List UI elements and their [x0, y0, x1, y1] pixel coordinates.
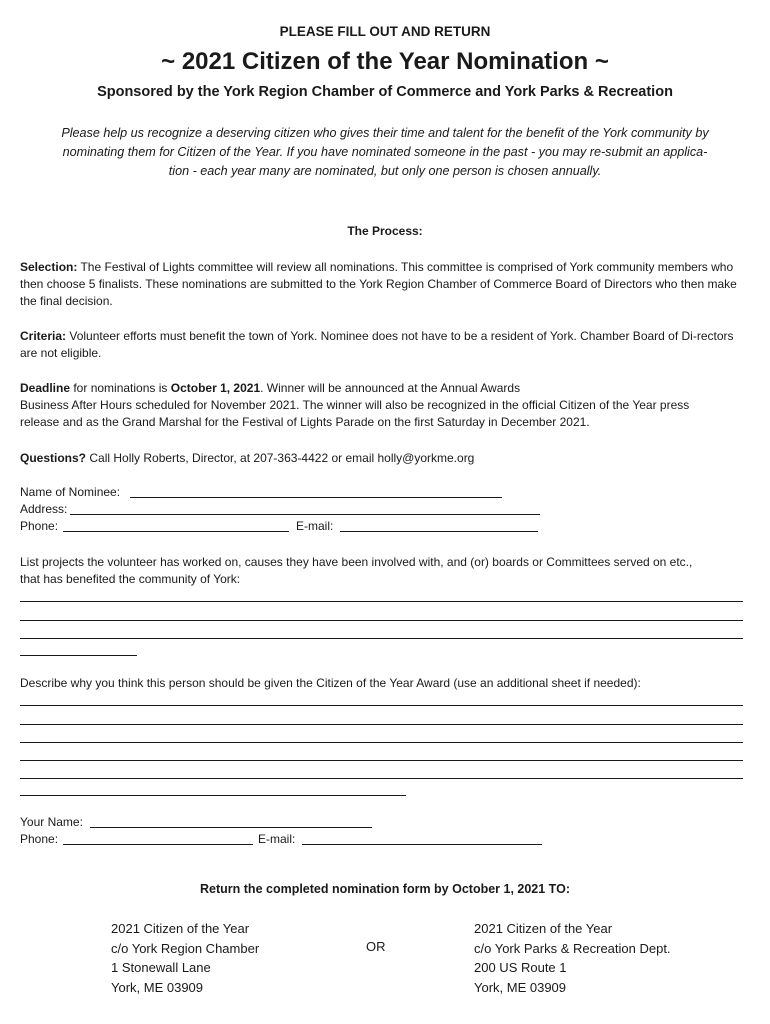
intro-line: nominating them for Citizen of the Year. If you have nominated someone in the past - you may re-submit an applica-: [62, 145, 708, 159]
intro-line: tion - each year many are nominated, but only one person is chosen annually.: [168, 164, 602, 178]
questions-text: Call Holly Roberts, Director, at 207-363-4422 or email holly@yorkme.org: [86, 451, 475, 465]
deadline-rest: . Winner will be announced at the Annual Awards: [260, 381, 521, 395]
deadline-line: Business After Hours scheduled for November 2021. The winner will also be recognized in the official Citizen of the Year press: [20, 398, 690, 412]
selection-paragraph: [20, 259, 748, 310]
return-title: Return the completed nomination form by October 1, 2021 TO:: [200, 882, 570, 896]
address-line: c/o York Region Chamber: [111, 940, 260, 956]
describe-answer-line[interactable]: [20, 760, 743, 761]
describe-answer-line[interactable]: [20, 724, 743, 725]
your-email-label: E-mail:: [258, 832, 296, 846]
deadline-label: Deadline: [20, 381, 71, 395]
nominee-name-label: Name of Nominee:: [20, 485, 121, 499]
nominee-name-field[interactable]: [130, 497, 502, 498]
intro-line: Please help us recognize a deserving citizen who gives their time and talent for the benefit of the York community by: [61, 126, 709, 140]
describe-prompt: Describe why you think this person should be given the Citizen of the Year Award (use an additional sheet if needed):: [20, 676, 641, 690]
your-name-label: Your Name:: [20, 815, 83, 829]
address-line: York, ME 03909: [111, 979, 204, 995]
address-line: c/o York Parks & Recreation Dept.: [474, 940, 671, 956]
nominee-phone-field[interactable]: [63, 531, 289, 532]
projects-answer-line[interactable]: [20, 601, 743, 602]
deadline-mid: for nominations is: [70, 381, 171, 395]
address-line: York, ME 03909: [474, 979, 567, 995]
page-title: ~ 2021 Citizen of the Year Nomination ~: [161, 48, 609, 75]
deadline-paragraph: [20, 380, 748, 431]
address-label: Address:: [20, 502, 68, 516]
describe-answer-line[interactable]: [20, 742, 743, 743]
criteria-text: Volunteer efforts must benefit the town of York. Nominee does not have to be a resident of York. Chamber Board of Di-rectors are not eligible.: [20, 329, 734, 360]
nominee-phone-label: Phone:: [20, 519, 59, 533]
nominee-email-label: E-mail:: [296, 519, 334, 533]
fill-out-instruction: PLEASE FILL OUT AND RETURN: [279, 24, 491, 39]
your-phone-field[interactable]: [63, 844, 253, 845]
criteria-paragraph: [20, 328, 748, 362]
process-heading: The Process:: [347, 224, 423, 238]
return-address-parks: [474, 919, 671, 997]
projects-answer-line[interactable]: [20, 638, 743, 639]
address-line: 2021 Citizen of the Year: [474, 921, 613, 936]
address-line: 200 US Route 1: [474, 960, 567, 975]
questions-paragraph: [20, 450, 748, 467]
nominee-email-field[interactable]: [340, 531, 538, 532]
projects-answer-line[interactable]: [20, 655, 137, 656]
questions-label: Questions?: [20, 451, 87, 465]
your-name-field[interactable]: [90, 827, 372, 828]
selection-label: Selection:: [20, 260, 78, 274]
selection-text: The Festival of Lights committee will review all nominations. This committee is comprised of York community members who then choose 5 finalists. These nominations are submitted to the York Region Chamber of Commerce Board of Directors who then make the final decision.: [20, 260, 737, 308]
describe-answer-line[interactable]: [20, 778, 743, 779]
return-address-chamber: [111, 919, 259, 997]
address-field[interactable]: [70, 514, 540, 515]
describe-answer-line[interactable]: [20, 795, 406, 796]
projects-prompt: List projects the volunteer has worked on, causes they have been involved with, and (or) boards or Committees served on etc.,: [20, 555, 693, 569]
address-line: 2021 Citizen of the Year: [111, 921, 250, 936]
address-line: 1 Stonewall Lane: [111, 960, 211, 975]
projects-prompt: that has benefited the community of York:: [20, 572, 241, 586]
your-phone-label: Phone:: [20, 832, 59, 846]
describe-answer-line[interactable]: [20, 705, 743, 706]
projects-answer-line[interactable]: [20, 620, 743, 621]
sponsor-line: Sponsored by the York Region Chamber of Commerce and York Parks & Recreation: [97, 84, 673, 100]
deadline-line: [20, 380, 748, 397]
criteria-label: Criteria:: [20, 329, 67, 343]
deadline-line: release and as the Grand Marshal for the Festival of Lights Parade on the first Saturday in December 2021.: [20, 415, 590, 429]
or-separator: OR: [366, 939, 386, 954]
intro-paragraph: [20, 124, 750, 181]
deadline-date: October 1, 2021: [170, 381, 261, 395]
your-email-field[interactable]: [302, 844, 542, 845]
